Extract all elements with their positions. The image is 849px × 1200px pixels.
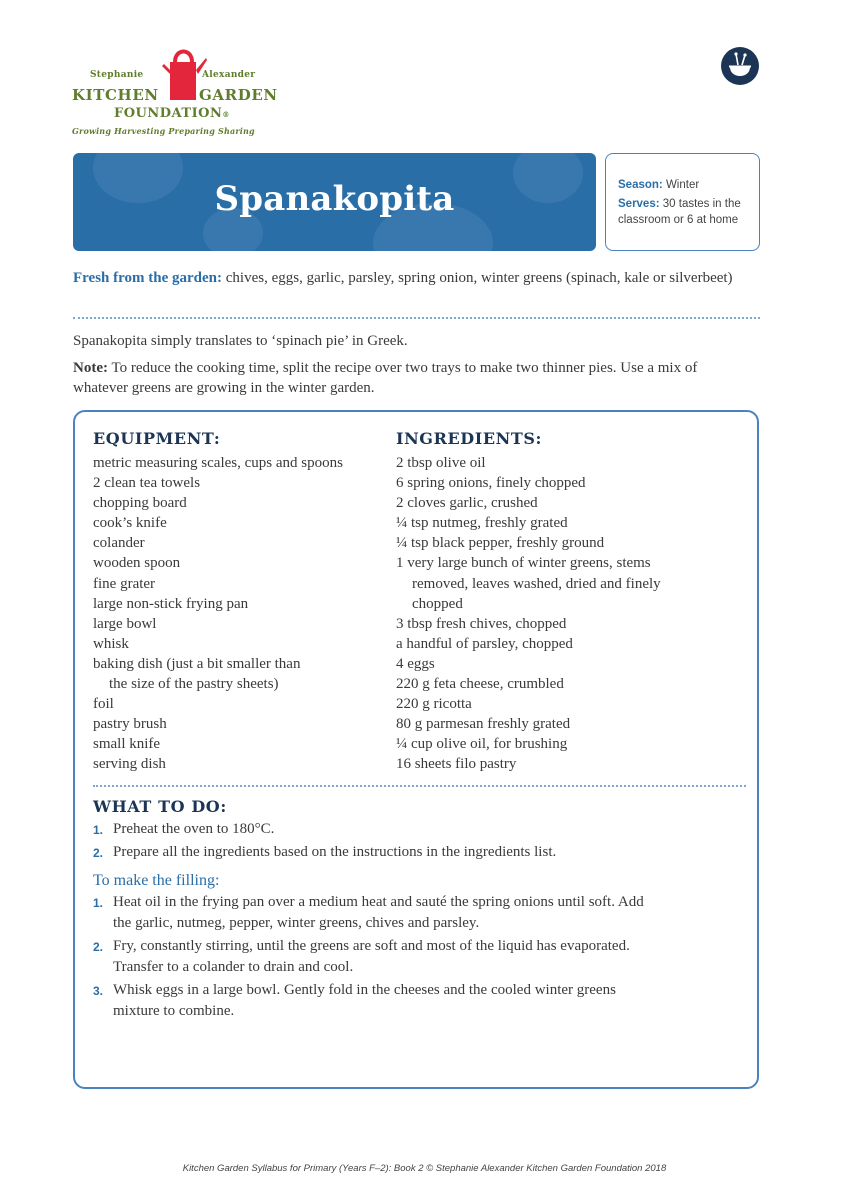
step-item (93, 819, 693, 840)
list-item: 4 eggs (396, 655, 435, 672)
registered-mark: ® (222, 110, 230, 119)
step-text: Prepare all the ingredients based on the instructions in the ingredients list. (113, 844, 557, 860)
step-number: 2. (93, 846, 104, 860)
step-text: Preheat the oven to 180°C. (113, 821, 275, 837)
cooking-bowl-icon (721, 47, 759, 85)
list-item: the size of the pastry sheets) (109, 676, 279, 693)
filling-steps-list (93, 892, 663, 1024)
list-item: cook’s knife (93, 515, 167, 532)
filling-subheading: To make the filling: (93, 872, 220, 889)
list-item: wooden spoon (93, 555, 181, 572)
list-item: whisk (93, 635, 129, 652)
list-item: 1 very large bunch of winter greens, stems (396, 555, 651, 572)
list-item: large non-stick frying pan (93, 595, 249, 612)
page-footer: Kitchen Garden Syllabus for Primary (Years F–2): Book 2 © Stephanie Alexander Kitchen Garden Foundation 2018 (182, 1163, 667, 1174)
list-item: removed, leaves washed, dried and finely (412, 575, 661, 592)
list-item: small knife (93, 736, 161, 753)
fresh-text: chives, eggs, garlic, parsley, spring onion, winter greens (spinach, kale or silverbeet) (225, 270, 733, 286)
season-value: Winter (665, 179, 700, 191)
serves-line (618, 196, 759, 228)
note-label: Note: (73, 360, 108, 376)
note-paragraph (73, 358, 753, 398)
list-item: ¼ tsp nutmeg, freshly grated (396, 515, 568, 532)
equipment-list (93, 453, 383, 775)
step-number: 2. (93, 940, 104, 954)
step-number: 1. (93, 896, 104, 910)
list-item: 16 sheets filo pastry (396, 756, 517, 773)
page-title: Spanakopita (214, 179, 455, 219)
equipment-heading: EQUIPMENT: (93, 429, 221, 448)
list-item: 80 g parmesan freshly grated (396, 716, 571, 733)
list-item: ¼ cup olive oil, for brushing (396, 736, 568, 753)
ingredients-list (396, 453, 736, 775)
step-item (93, 936, 663, 978)
step-text: Whisk eggs in a large bowl. Gently fold in the cheeses and the cooled winter greens mixture to combine. (113, 982, 616, 1019)
list-item: pastry brush (93, 716, 167, 733)
list-item: a handful of parsley, chopped (396, 635, 573, 652)
list-item: chopped (412, 595, 463, 612)
what-to-do-heading: WHAT TO DO: (93, 797, 227, 816)
logo-first-name: Stephanie (90, 70, 144, 80)
season-label: Season: (618, 179, 663, 191)
step-item (93, 892, 663, 934)
logo-foundation-text: FOUNDATION (114, 106, 223, 121)
logo-last-name: Alexander (202, 70, 256, 80)
season-box (605, 153, 760, 251)
list-item: 3 tbsp fresh chives, chopped (396, 615, 567, 632)
dotted-divider (93, 785, 746, 787)
logo-kitchen: KITCHEN (72, 86, 159, 104)
logo-foundation (114, 106, 230, 121)
serves-label: Serves: (618, 198, 660, 210)
title-banner (73, 153, 596, 251)
fresh-from-garden (73, 268, 733, 288)
list-item: baking dish (just a bit smaller than (93, 655, 301, 672)
list-item: serving dish (93, 756, 166, 773)
logo-garden: GARDEN (199, 86, 278, 104)
list-item: large bowl (93, 615, 157, 632)
serves-value: 30 tastes in the classroom or 6 at home (618, 198, 741, 226)
list-item: 2 cloves garlic, crushed (396, 495, 538, 512)
step-item (93, 980, 663, 1022)
list-item: colander (93, 535, 145, 552)
list-item: 6 spring onions, finely chopped (396, 475, 586, 492)
list-item: 2 clean tea towels (93, 475, 201, 492)
list-item: 220 g feta cheese, crumbled (396, 676, 564, 693)
list-item: ¼ tsp black pepper, freshly ground (396, 535, 605, 552)
step-number: 1. (93, 823, 104, 837)
intro-text: Spanakopita simply translates to ‘spinach pie’ in Greek. (73, 333, 408, 349)
list-item: fine grater (93, 575, 156, 592)
step-text: Fry, constantly stirring, until the greens are soft and most of the liquid has evaporated. Transfer to a colander to drain and cool. (113, 938, 630, 975)
list-item: metric measuring scales, cups and spoons (93, 455, 343, 471)
dotted-divider (73, 317, 760, 319)
steps-list (93, 819, 693, 865)
fresh-label: Fresh from the garden: (73, 270, 223, 286)
note-text: To reduce the cooking time, split the recipe over two trays to make two thinner pies. Use a mix of whatever greens are growing in the winter garden. (73, 360, 698, 396)
ingredients-heading: INGREDIENTS: (396, 429, 543, 448)
list-item: 220 g ricotta (396, 696, 472, 713)
list-item: foil (93, 696, 114, 713)
step-item (93, 842, 693, 863)
list-item: chopping board (93, 495, 187, 512)
list-item: 2 tbsp olive oil (396, 455, 486, 471)
foundation-logo (70, 44, 285, 144)
season-line (618, 177, 759, 193)
logo-tagline: Growing Harvesting Preparing Sharing (72, 126, 255, 136)
step-number: 3. (93, 984, 104, 998)
step-text: Heat oil in the frying pan over a medium heat and sauté the spring onions until soft. Add the garlic, nutmeg, pepper, winter greens, chives and parsley. (113, 894, 644, 931)
